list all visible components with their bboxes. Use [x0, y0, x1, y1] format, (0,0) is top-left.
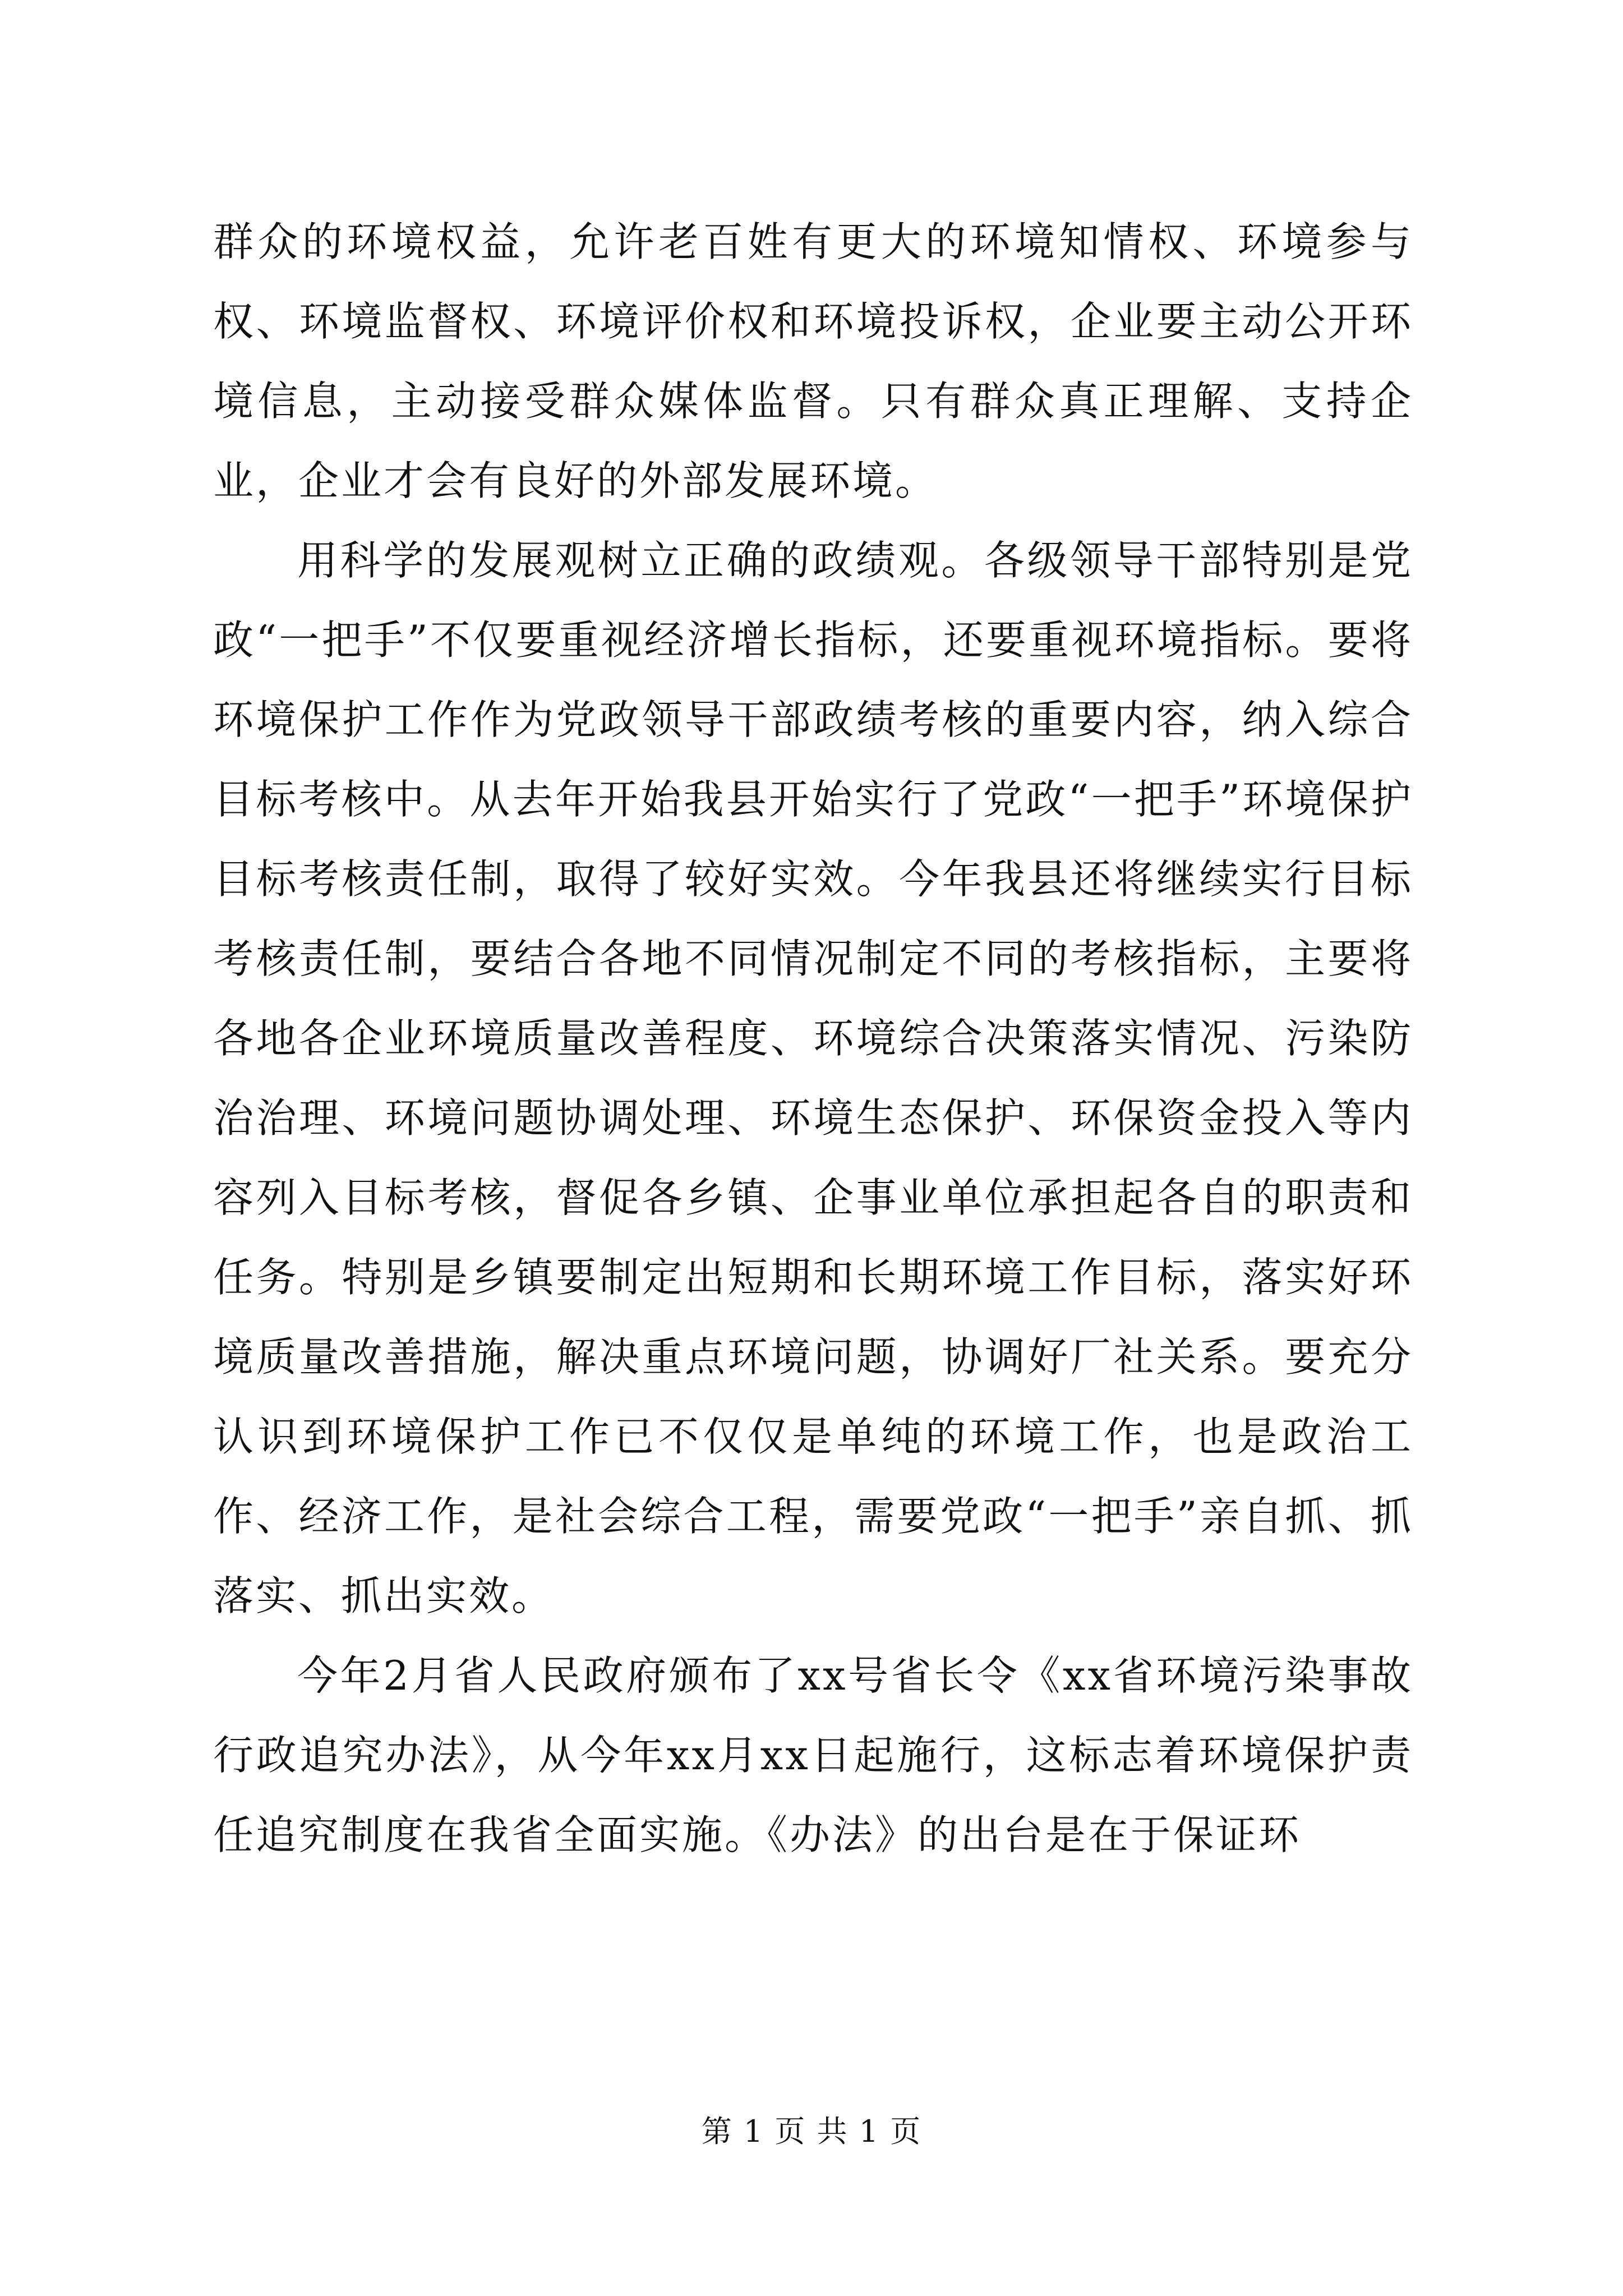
page-footer: 第 1 页 共 1 页	[701, 2114, 922, 2149]
document-body	[213, 202, 1413, 1875]
paragraph-performance-view: 用科学的发展观树立正确的政绩观。各级领导干部特别是党政“一把手”不仅要重视经济增长指标，还要重视环境指标。要将环境保护工作作为党政领导干部政绩考核的重要内容，纳入综合目标考核中。从去年开始我县开始实行了党政“一把手”环境保护目标考核责任制，取得了较好实效。今年我县还将继续实行目标考核责任制，要结合各地不同情况制定不同的考核指标，主要将各地各企业环境质量改善程度、环境综合决策落实情况、污染防治治理、环境问题协调处理、环境生态保护、环保资金投入等内容列入目标考核，督促各乡镇、企事业单位承担起各自的职责和任务。特别是乡镇要制定出短期和长期环境工作目标，落实好环境质量改善措施，解决重点环境问题，协调好厂社关系。要充分认识到环境保护工作已不仅仅是单纯的环境工作，也是政治工作、经济工作，是社会综合工程，需要党政“一把手”亲自抓、抓落实、抓出实效。	[213, 537, 1413, 1619]
paragraph-continued: 群众的环境权益，允许老百姓有更大的环境知情权、环境参与权、环境监督权、环境评价权和环境投诉权，企业要主动公开环境信息，主动接受群众媒体监督。只有群众真正理解、支持企业，企业才会有良好的外部发展环境。	[213, 218, 1413, 504]
paragraph-accountability-measures: 今年2月省人民政府颁布了xx号省长令《xx省环境污染事故行政追究办法》，从今年xx月xx日起施行，这标志着环境保护责任追究制度在我省全面实施。《办法》的出台是在于保证环	[213, 1652, 1413, 1858]
